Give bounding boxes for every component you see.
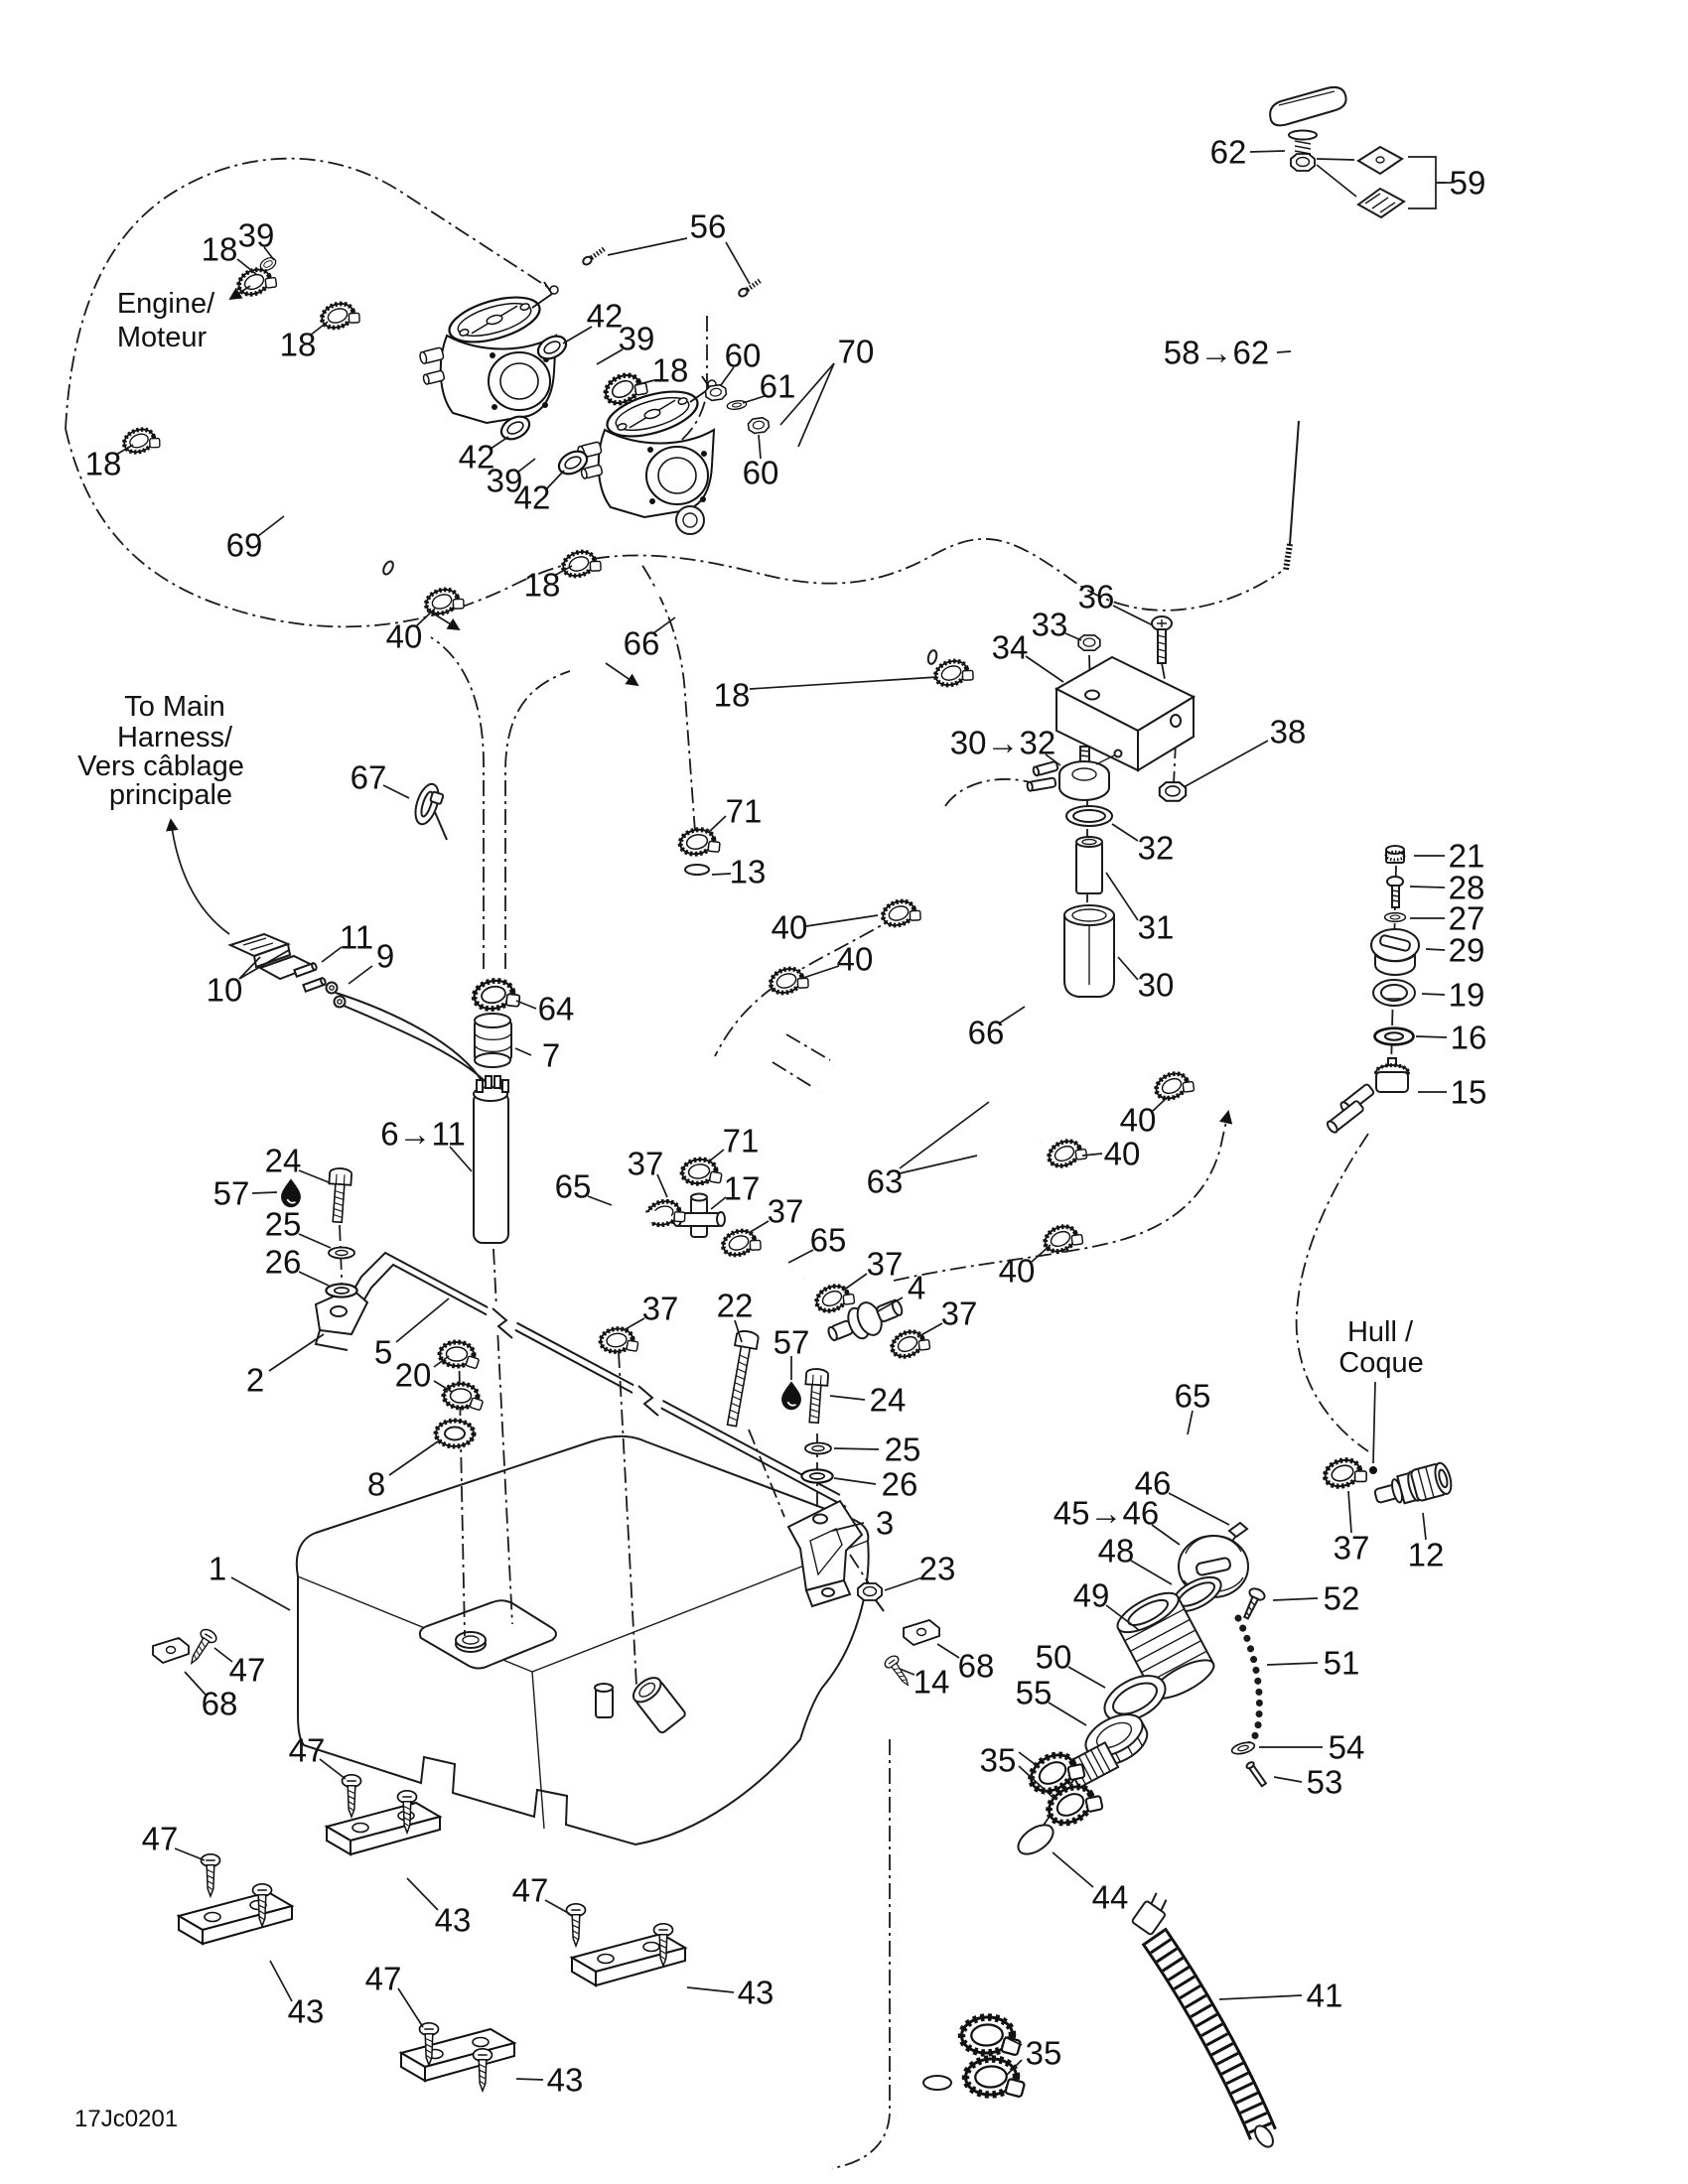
clamp-35 (961, 2015, 1022, 2058)
main-harness-label: To Main (124, 691, 225, 723)
callout-65: 65 (809, 1221, 847, 1259)
callout-44: 44 (1091, 1878, 1129, 1916)
leader-line (1131, 1561, 1172, 1584)
callout-45→46: 45→46 (1053, 1494, 1160, 1532)
callout-50: 50 (1035, 1638, 1072, 1676)
leader-line (299, 1272, 329, 1286)
clamp-37 (599, 1326, 639, 1356)
callout-37: 37 (627, 1145, 664, 1182)
leader-line (1184, 741, 1268, 787)
callout-54: 54 (1328, 1728, 1365, 1766)
callout-47: 47 (288, 1731, 326, 1769)
callout-53: 53 (1306, 1763, 1343, 1801)
leader-line (834, 1448, 879, 1449)
callout-14: 14 (913, 1663, 950, 1701)
callout-43: 43 (546, 2061, 584, 2099)
ring-19 (1373, 980, 1415, 1006)
callout-71: 71 (722, 1122, 760, 1160)
callout-21: 21 (1448, 837, 1485, 875)
screw-47 (343, 1775, 361, 1817)
callout-13: 13 (729, 853, 767, 890)
clamp-18 (121, 424, 163, 459)
harness-arrow (171, 820, 229, 934)
leader-line (750, 677, 937, 689)
hull-label: Coque (1338, 1347, 1424, 1379)
knob-29 (1371, 929, 1419, 975)
clamp-35 (965, 2057, 1026, 2100)
chain-51 (1238, 1618, 1259, 1749)
leader-line (917, 1323, 942, 1337)
fuel-valve-group (1326, 846, 1419, 1134)
clamp-40 (1046, 1135, 1090, 1173)
leader-line (1068, 1667, 1105, 1688)
callout-60: 60 (724, 337, 762, 374)
callout-39: 39 (486, 462, 523, 499)
ring-terminal-9 (327, 983, 338, 994)
nut-60 (748, 417, 770, 434)
callout-41: 41 (1306, 1977, 1343, 2014)
leader-line (1426, 949, 1445, 950)
leader-line (709, 816, 726, 832)
callout-26: 26 (264, 1243, 302, 1281)
grommet-8 (436, 1421, 474, 1446)
leader-line (299, 1234, 331, 1248)
callout-39: 39 (618, 320, 655, 357)
leader-line (349, 966, 372, 984)
callout-32: 32 (1137, 829, 1175, 867)
leader-line (1065, 633, 1081, 640)
pad-68 (904, 1620, 939, 1645)
callout-40: 40 (1119, 1101, 1157, 1139)
callout-40: 40 (998, 1252, 1036, 1290)
clamp-18 (932, 655, 976, 692)
callout-48: 48 (1097, 1532, 1135, 1570)
callout-65: 65 (1174, 1377, 1211, 1415)
leader-line (396, 1298, 449, 1342)
bolt-24 (327, 1167, 352, 1222)
leader-line (545, 1900, 570, 1914)
leader-line (1118, 957, 1138, 980)
callout-68: 68 (957, 1647, 995, 1685)
axis-lines (340, 655, 1396, 2168)
leader-line (1267, 1663, 1318, 1665)
leader-line (806, 915, 878, 926)
callout-47: 47 (141, 1820, 179, 1857)
leader-line (175, 1848, 205, 1860)
callout-25: 25 (884, 1431, 921, 1468)
leader-line (516, 2079, 543, 2080)
callout-66: 66 (623, 624, 660, 662)
callout-33: 33 (1031, 606, 1068, 643)
callout-18: 18 (651, 351, 689, 389)
callout-29: 29 (1448, 931, 1485, 969)
plate-43 (572, 1934, 685, 1985)
leader-line (1026, 656, 1063, 682)
sleeve-7 (475, 1014, 511, 1067)
callout-18: 18 (279, 326, 317, 363)
callout-51: 51 (1323, 1644, 1360, 1682)
callout-4: 4 (907, 1269, 926, 1306)
leader-line (389, 1441, 438, 1475)
bolt-24 (803, 1368, 829, 1423)
callout-34: 34 (991, 628, 1029, 666)
callout-57: 57 (773, 1323, 810, 1361)
callout-63: 63 (866, 1162, 904, 1200)
leader-line (515, 1048, 531, 1055)
filter-31 (1076, 842, 1102, 893)
callout-39: 39 (237, 216, 275, 254)
clamp-18 (235, 263, 280, 302)
callout-6→11: 6→11 (380, 1115, 466, 1153)
callout-31: 31 (1137, 908, 1175, 946)
nut-33 (1078, 635, 1100, 650)
washer-61 (727, 400, 747, 411)
clamp-71 (680, 1157, 723, 1188)
screw-56 (582, 245, 608, 266)
callout-17: 17 (723, 1169, 761, 1207)
leader-line (726, 242, 750, 284)
hull-point (1369, 1466, 1377, 1474)
callout-5: 5 (373, 1333, 393, 1371)
callout-55: 55 (1015, 1674, 1053, 1711)
nut-23 (858, 1583, 882, 1600)
leader-line (1348, 1491, 1351, 1533)
callout-23: 23 (918, 1550, 956, 1587)
leader-line (885, 1577, 922, 1590)
leader-line (407, 1878, 438, 1910)
clamp-37 (1322, 1454, 1369, 1493)
callout-19: 19 (1448, 976, 1485, 1014)
leader-line (1250, 151, 1285, 152)
callout-42: 42 (586, 297, 624, 335)
callout-9: 9 (375, 937, 395, 975)
callout-68: 68 (201, 1685, 238, 1722)
callout-40: 40 (836, 940, 874, 978)
clamp-20 (444, 1384, 483, 1411)
leader-line (712, 874, 731, 875)
fuel-sender-6-11 (474, 1076, 508, 1243)
screw-14 (883, 1654, 914, 1690)
fitting-12 (1372, 1461, 1455, 1512)
callout-71: 71 (725, 792, 763, 830)
leader-line (843, 1274, 867, 1291)
callout-43: 43 (434, 1901, 472, 1939)
screw-36 (1152, 616, 1172, 663)
leader-line (900, 1156, 977, 1173)
callout-42: 42 (458, 438, 495, 476)
washer-54 (1230, 1740, 1255, 1756)
cable-tie-67 (411, 781, 447, 840)
plate-59 (1358, 147, 1402, 174)
fuel-lines-lower (768, 895, 1196, 1259)
main-harness-label: Vers câblage (77, 751, 244, 782)
hull-label: Hull / (1346, 1316, 1414, 1348)
callout-42: 42 (513, 478, 551, 516)
callout-46: 46 (1134, 1464, 1172, 1502)
screw-22 (721, 1329, 759, 1427)
leader-line (834, 1478, 876, 1484)
clamp-64 (472, 976, 522, 1015)
leader-line (1169, 1493, 1229, 1525)
callout-43: 43 (737, 1974, 774, 2011)
callout-40: 40 (771, 908, 808, 946)
leader-line (798, 363, 834, 447)
callout-8: 8 (366, 1465, 386, 1503)
clamp-71 (678, 826, 722, 860)
leader-line (1049, 1703, 1086, 1725)
callout-59: 59 (1449, 164, 1486, 202)
callout-1: 1 (208, 1550, 227, 1587)
callout-35: 35 (1025, 2034, 1062, 2072)
washer-27 (1385, 913, 1406, 922)
plate-43 (179, 1892, 292, 1944)
leader-line (1273, 1598, 1318, 1600)
screw-28 (1387, 877, 1403, 907)
routing-arrow (606, 663, 637, 685)
callout-22: 22 (716, 1287, 754, 1324)
leader-line (252, 1192, 277, 1193)
nut-38 (1160, 782, 1186, 801)
ring-terminal-9 (335, 997, 346, 1008)
callout-57: 57 (212, 1174, 250, 1212)
callout-47: 47 (364, 1960, 402, 1997)
leader-line (1422, 994, 1445, 995)
gasket-16 (1375, 1028, 1414, 1045)
callout-30→32: 30→32 (949, 724, 1056, 761)
callout-12: 12 (1407, 1536, 1445, 1573)
leader-line (1053, 1852, 1093, 1887)
callout-35: 35 (979, 1741, 1017, 1779)
leader-line (1112, 824, 1138, 841)
drawing-code: 17Jc0201 (74, 2106, 179, 2132)
carburetor-right (577, 376, 716, 534)
callout-37: 37 (1333, 1529, 1370, 1567)
screw-47 (567, 1904, 586, 1946)
leader-line (1274, 1777, 1302, 1782)
corrugated-hose-41 (1132, 1891, 1277, 2150)
leader-line (1277, 351, 1291, 352)
main-harness-label: Harness/ (116, 722, 233, 753)
leader-line (830, 1396, 865, 1400)
leader-line (937, 1644, 959, 1658)
washer-26 (326, 1284, 356, 1297)
screw-47 (474, 2049, 492, 2091)
callout-25: 25 (264, 1205, 302, 1243)
leader-line (1416, 1036, 1447, 1037)
clamp-20 (440, 1342, 479, 1369)
callout-18: 18 (523, 566, 561, 604)
clamp-40 (1153, 1067, 1197, 1106)
callout-10: 10 (206, 971, 243, 1009)
callout-28: 28 (1448, 869, 1485, 906)
plate-43 (327, 1803, 440, 1854)
callout-30: 30 (1137, 966, 1175, 1004)
callout-58→62: 58→62 (1163, 334, 1270, 371)
callout-38: 38 (1269, 713, 1307, 751)
callout-36: 36 (1077, 578, 1115, 615)
callout-49: 49 (1072, 1576, 1110, 1614)
clamp-18 (319, 298, 362, 335)
callout-24: 24 (869, 1381, 907, 1419)
callout-2: 2 (245, 1361, 265, 1399)
washer-25 (329, 1248, 354, 1259)
engine-label: Moteur (116, 322, 208, 353)
pin-53 (1245, 1761, 1267, 1787)
callout-26: 26 (881, 1465, 918, 1503)
leader-line (299, 1170, 329, 1182)
callouts-layer (85, 134, 1487, 2099)
vent-line-group (599, 826, 1323, 1467)
leader-line (687, 1987, 734, 1992)
callout-16: 16 (1450, 1019, 1487, 1056)
callout-67: 67 (350, 758, 387, 796)
callout-62: 62 (1209, 133, 1247, 171)
callout-47: 47 (511, 1871, 549, 1909)
main-harness-label: principale (108, 779, 233, 811)
screw-52 (1239, 1586, 1267, 1621)
cap-insert-46 (1229, 1523, 1247, 1537)
oil-drop-icon (781, 1381, 801, 1410)
leader-line (588, 1196, 612, 1205)
callout-20: 20 (394, 1356, 432, 1394)
pad-68 (153, 1638, 189, 1663)
leader-line (1219, 1995, 1302, 1999)
callout-37: 37 (641, 1290, 679, 1327)
washer-26 (801, 1469, 832, 1482)
leader-line (608, 238, 687, 255)
callout-52: 52 (1323, 1579, 1360, 1617)
hull-fitting-group (1322, 1382, 1454, 1512)
callout-18: 18 (713, 676, 751, 714)
callout-40: 40 (1103, 1135, 1141, 1172)
callout-24: 24 (264, 1142, 302, 1179)
leader-line (269, 1334, 324, 1371)
callout-40: 40 (385, 617, 423, 655)
valve-body-15 (1326, 1058, 1408, 1134)
callout-60: 60 (742, 454, 779, 491)
dipstick-group (1270, 87, 1446, 570)
terminal-11 (303, 978, 326, 992)
leader-line (800, 966, 839, 979)
callout-11: 11 (339, 918, 374, 956)
callout-69: 69 (225, 526, 263, 564)
callout-7: 7 (541, 1036, 561, 1074)
leader-line (398, 1988, 423, 2027)
callout-37: 37 (767, 1192, 804, 1230)
callout-27: 27 (1448, 899, 1485, 937)
callout-15: 15 (1450, 1073, 1487, 1111)
leader-line (749, 1221, 769, 1233)
engine-label: Engine/ (116, 288, 215, 320)
callout-70: 70 (837, 333, 875, 370)
fuel-baffle-group (1027, 747, 1122, 997)
callout-18: 18 (84, 445, 122, 482)
oil-drop-icon (281, 1178, 301, 1207)
callout-64: 64 (537, 990, 575, 1027)
callout-47: 47 (228, 1651, 266, 1689)
callout-66: 66 (967, 1014, 1005, 1051)
callout-65: 65 (554, 1167, 592, 1205)
clamp-40 (768, 963, 811, 1000)
callout-61: 61 (759, 367, 796, 405)
leader-line (900, 1102, 989, 1168)
leader-line (1019, 1752, 1039, 1767)
hull-leader (1373, 1382, 1375, 1463)
washer-25 (805, 1443, 831, 1454)
callout-3: 3 (875, 1504, 895, 1542)
plate-43 (401, 2029, 514, 2081)
leader-line (231, 1577, 290, 1610)
callout-56: 56 (689, 207, 727, 245)
leader-line (383, 785, 409, 798)
callout-37: 37 (940, 1295, 978, 1332)
callout-37: 37 (866, 1245, 904, 1283)
callout-43: 43 (287, 1992, 325, 2030)
screw-56 (738, 277, 764, 298)
callout-18: 18 (201, 230, 238, 268)
